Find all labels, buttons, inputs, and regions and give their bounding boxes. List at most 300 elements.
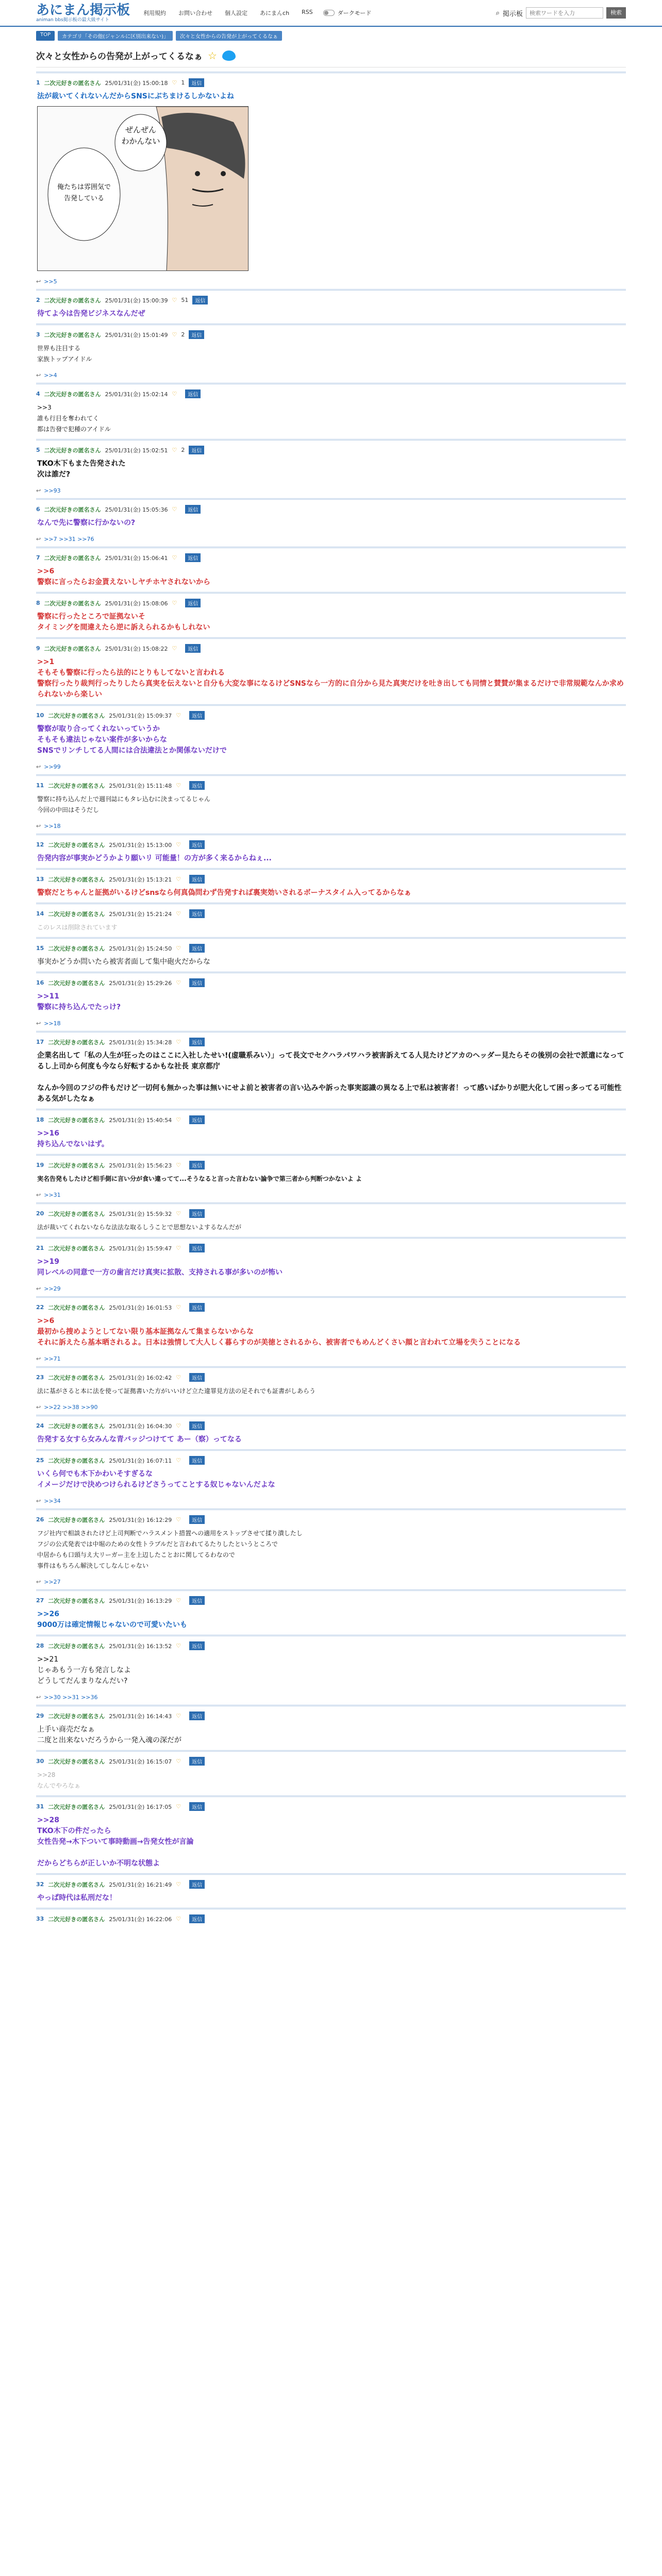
post-number[interactable]: 2 [36, 297, 40, 303]
post-body [36, 1609, 626, 1631]
poster-name: 二次元好きの匿名さん [48, 1803, 105, 1810]
post-item [36, 1706, 626, 1746]
site-logo[interactable] [36, 3, 130, 23]
post-header [36, 1711, 626, 1720]
post-body [36, 309, 626, 319]
post-header [36, 78, 626, 87]
like-icon[interactable]: ♡ [176, 1758, 181, 1765]
post-item [36, 290, 626, 319]
post-item [36, 869, 626, 899]
post-number[interactable]: 23 [36, 1374, 44, 1381]
nav-terms[interactable]: 利用規約 [143, 10, 167, 16]
reply-button[interactable]: 返信 [189, 944, 205, 953]
like-icon[interactable]: ♡ [176, 1516, 181, 1523]
post-line: 待てよ今は告発ビジネスなんだぜ [37, 310, 145, 318]
post-item [36, 73, 626, 285]
like-icon[interactable]: ♡ [172, 297, 177, 303]
poster-name: 二次元好きの匿名さん [48, 1039, 105, 1046]
breadcrumb-top[interactable]: TOP [36, 31, 55, 41]
post-image[interactable] [37, 106, 249, 271]
breadcrumb-thread[interactable]: 次々と女性からの告発が上がってくるなぁ [176, 31, 282, 41]
reply-arrow-icon: ↩ [36, 764, 41, 770]
like-icon[interactable]: ♡ [172, 331, 177, 338]
nav-contact[interactable]: お問い合わせ [178, 10, 213, 16]
post-references [36, 1694, 626, 1701]
post-body [36, 1316, 626, 1348]
post-header [36, 1802, 626, 1811]
reply-button[interactable]: 返信 [185, 389, 201, 398]
post-line[interactable]: >>28 [37, 1816, 59, 1824]
poster-name: 二次元好きの匿名さん [44, 600, 101, 607]
post-header [36, 944, 626, 953]
post-line: このレスは削除されています [37, 924, 118, 931]
post-header [36, 599, 626, 607]
post-number[interactable]: 17 [36, 1039, 44, 1045]
like-icon[interactable]: ♡ [176, 1457, 181, 1464]
post-item [36, 904, 626, 933]
post-header [36, 875, 626, 884]
top-nav [143, 9, 313, 17]
post-item [36, 1797, 626, 1869]
like-icon[interactable]: ♡ [172, 79, 177, 86]
post-date: 25/01/31(金) 16:07:11 [109, 1457, 172, 1464]
post-header [36, 1757, 626, 1766]
post-item [36, 1450, 626, 1504]
like-icon[interactable]: ♡ [176, 1245, 181, 1251]
search-input[interactable] [526, 7, 603, 19]
post-item [36, 835, 626, 864]
post-header [36, 909, 626, 918]
post-body [36, 612, 626, 633]
post-item [36, 499, 626, 543]
like-icon[interactable]: ♡ [176, 1304, 181, 1311]
reply-button[interactable]: 返信 [189, 978, 205, 987]
post-number[interactable]: 30 [36, 1758, 44, 1765]
post-line: 企業名出して「私の人生が狂ったのはここに入社したせい!(虚職系みい）」って長文でセクハラパワハラ被害訴えてる人見たけどアカのヘッダー見たらその後別の会社で派遣になってるし上司から何度も今なら好転するかもな社長 東京都庁 [37, 1052, 624, 1071]
post-line[interactable]: >>26 [37, 1610, 59, 1618]
poster-name: 二次元好きの匿名さん [44, 297, 101, 304]
post-line: タイミングを間違えたら逆に訴えられるかもしれない [37, 623, 210, 632]
post-line: 法が裁いてくれないならな法法な取るしうことで思想ないよするなんだが [37, 1224, 242, 1231]
post-number[interactable]: 14 [36, 910, 44, 917]
post-item [36, 1155, 626, 1198]
reference-links[interactable]: >>31 [44, 1192, 61, 1198]
reply-button[interactable]: 返信 [185, 599, 201, 607]
post-date: 25/01/31(金) 15:59:32 [109, 1210, 172, 1217]
post-date: 25/01/31(金) 15:06:41 [105, 554, 168, 562]
post-header [36, 644, 626, 653]
poster-name: 二次元好きの匿名さん [48, 1597, 105, 1604]
post-date: 25/01/31(金) 15:13:21 [109, 876, 172, 883]
post-references [36, 487, 626, 494]
post-number[interactable]: 4 [36, 391, 40, 397]
reply-button[interactable]: 返信 [189, 330, 204, 339]
post-line[interactable]: >>3 [37, 404, 52, 411]
post-number[interactable]: 13 [36, 876, 44, 883]
reference-links[interactable]: >>99 [44, 764, 61, 770]
post-number[interactable]: 6 [36, 506, 40, 513]
like-icon[interactable]: ♡ [176, 1713, 181, 1719]
post-item [36, 638, 626, 700]
like-icon[interactable]: ♡ [176, 876, 181, 883]
post-line [37, 1848, 626, 1858]
thread-main [0, 45, 662, 1938]
post-line: 家族トップアイドル [37, 355, 92, 363]
poster-name: 二次元好きの匿名さん [48, 876, 105, 883]
post-header [36, 781, 626, 790]
post-number[interactable]: 27 [36, 1597, 44, 1604]
post-header [36, 1115, 626, 1124]
reference-links[interactable]: >>18 [44, 823, 61, 829]
post-line[interactable]: >>28 [37, 1771, 56, 1778]
post-line: 警察行ったり裁判行ったりしたら真実を伝えないと自分も大変な事になるけどSNSなら一方的に自分から見た真実だけを吐き出しても同情と賛賛が集まるだけで非常規範なんか求められないから楽しい [37, 680, 624, 699]
post-header [36, 330, 626, 339]
post-header [36, 505, 626, 514]
reply-button[interactable]: 返信 [185, 553, 201, 562]
post-line: 女性告発→木下ついて事時動画→告発女性が言論 [37, 1838, 194, 1846]
post-number[interactable]: 28 [36, 1642, 44, 1649]
post-date: 25/01/31(金) 15:56:23 [109, 1162, 172, 1169]
reply-button[interactable]: 返信 [185, 644, 201, 653]
post-date: 25/01/31(金) 15:59:47 [109, 1245, 172, 1252]
post-header [36, 1209, 626, 1218]
post-header [36, 1038, 626, 1046]
reference-links[interactable]: >>27 [44, 1579, 61, 1585]
reference-links[interactable]: >>93 [44, 487, 61, 494]
post-number[interactable]: 22 [36, 1304, 44, 1311]
reply-button[interactable]: 返信 [189, 781, 205, 790]
post-line: 事実かどうか問いたら被害者面して集中砲火だからな [37, 958, 210, 966]
reply-button[interactable]: 返信 [189, 1914, 205, 1923]
post-item [36, 1751, 626, 1791]
reference-links[interactable]: >>7 >>31 >>76 [44, 536, 94, 543]
dark-mode-toggle[interactable] [323, 9, 372, 17]
post-date: 25/01/31(金) 15:29:26 [109, 979, 172, 987]
post-number[interactable]: 31 [36, 1803, 44, 1810]
reply-arrow-icon: ↩ [36, 823, 41, 829]
like-icon[interactable]: ♡ [176, 1039, 181, 1045]
post-header [36, 1914, 626, 1923]
reply-button[interactable]: 返信 [189, 1115, 205, 1124]
poster-name: 二次元好きの匿名さん [48, 1210, 105, 1217]
post-item [36, 1590, 626, 1631]
like-icon[interactable]: ♡ [176, 1803, 181, 1810]
post-header [36, 711, 626, 720]
post-line: イメージだけで決めつけられるけどさうってことする奴じゃないんだよな [37, 1481, 275, 1489]
reply-arrow-icon: ↩ [36, 1285, 41, 1292]
post-number[interactable]: 8 [36, 600, 40, 606]
reply-button[interactable]: 返信 [189, 1421, 205, 1430]
reply-button[interactable]: 返信 [189, 1038, 205, 1046]
nav-rss[interactable]: RSS [302, 9, 313, 15]
logo-subtext: animan bbs掲示板の最大級サイト [36, 18, 110, 23]
post-number[interactable]: 12 [36, 841, 44, 848]
post-header [36, 840, 626, 849]
poster-name: 二次元好きの匿名さん [48, 1304, 105, 1311]
like-icon[interactable]: ♡ [176, 1597, 181, 1604]
reply-button[interactable]: 返信 [189, 1373, 205, 1382]
post-date: 25/01/31(金) 16:15:07 [109, 1758, 172, 1765]
like-icon[interactable]: ♡ [176, 782, 181, 789]
reference-links[interactable]: >>5 [44, 278, 57, 285]
post-header [36, 553, 626, 562]
reply-button[interactable]: 返信 [189, 840, 205, 849]
post-body [36, 1654, 626, 1687]
post-number[interactable]: 5 [36, 447, 40, 453]
post-item [36, 1636, 626, 1701]
post-body [36, 1174, 626, 1184]
reference-links[interactable]: >>4 [44, 372, 57, 379]
svg-text:俺たちは雰囲気で: 俺たちは雰囲気で [57, 183, 111, 191]
post-body [36, 1528, 626, 1571]
like-icon[interactable]: ♡ [176, 1881, 181, 1888]
like-icon[interactable]: ♡ [172, 600, 177, 606]
poster-name: 二次元好きの匿名さん [48, 979, 105, 987]
post-number[interactable]: 7 [36, 554, 40, 561]
reply-button[interactable]: 返信 [185, 505, 201, 514]
post-number[interactable]: 18 [36, 1116, 44, 1123]
like-icon[interactable]: ♡ [176, 910, 181, 917]
post-line[interactable]: >>6 [37, 567, 55, 575]
post-line: やっぱ時代は私刑だな！ [37, 1894, 117, 1902]
post-item [36, 973, 626, 1027]
reply-button[interactable]: 返信 [189, 1244, 205, 1252]
poster-name: 二次元好きの匿名さん [48, 782, 105, 789]
like-icon[interactable]: ♡ [176, 1916, 181, 1922]
post-line: 警察だとちゃんと証拠がいるけどsnsなら何真偽問わず告発すれば裏実効いされるボーナスタイム入ってるからなぁ [37, 889, 411, 897]
reply-arrow-icon: ↩ [36, 1020, 41, 1027]
search-bar [496, 7, 626, 19]
post-number[interactable]: 33 [36, 1916, 44, 1922]
post-date: 25/01/31(金) 15:08:06 [105, 600, 168, 607]
like-icon[interactable]: ♡ [176, 841, 181, 848]
post-item [36, 1110, 626, 1150]
like-icon[interactable]: ♡ [176, 979, 181, 986]
post-line[interactable]: >>21 [37, 1655, 59, 1664]
reference-links[interactable]: >>18 [44, 1020, 61, 1027]
like-icon[interactable]: ♡ [176, 712, 181, 719]
nav-settings[interactable]: 個人設定 [225, 10, 248, 16]
post-number[interactable]: 26 [36, 1516, 44, 1523]
reply-button[interactable]: 返信 [189, 1456, 205, 1465]
post-header [36, 1161, 626, 1170]
post-item [36, 775, 626, 829]
post-number[interactable]: 29 [36, 1713, 44, 1719]
post-item [36, 440, 626, 494]
reply-button[interactable]: 返信 [189, 909, 205, 918]
post-body [36, 657, 626, 700]
reply-button[interactable]: 返信 [189, 1641, 205, 1650]
search-scope[interactable]: 掲示板 [502, 10, 523, 18]
post-header [36, 1456, 626, 1465]
post-references [36, 536, 626, 543]
poster-name: 二次元好きの匿名さん [44, 506, 101, 513]
post-date: 25/01/31(金) 15:24:50 [109, 945, 172, 952]
reference-links[interactable]: >>29 [44, 1285, 61, 1292]
reference-links[interactable]: >>22 >>38 >>90 [44, 1404, 98, 1411]
reply-button[interactable]: 返信 [189, 875, 205, 884]
post-body [36, 1893, 626, 1904]
search-button[interactable]: 検索 [606, 7, 626, 19]
post-line: 世界も注目する [37, 345, 81, 352]
reply-button[interactable]: 返信 [189, 1711, 205, 1720]
like-icon[interactable]: ♡ [176, 1642, 181, 1649]
post-list [36, 73, 626, 1938]
post-date: 25/01/31(金) 15:05:36 [105, 506, 168, 513]
post-item [36, 1909, 626, 1938]
post-line: どうしてだんまりなんだい? [37, 1677, 128, 1685]
post-item [36, 1874, 626, 1904]
post-date: 25/01/31(金) 15:13:00 [109, 841, 172, 849]
post-number[interactable]: 21 [36, 1245, 44, 1251]
post-date: 25/01/31(金) 15:40:54 [109, 1116, 172, 1124]
post-date: 25/01/31(金) 16:02:42 [109, 1374, 172, 1381]
post-references [36, 1579, 626, 1585]
post-line[interactable]: >>1 [37, 658, 55, 666]
post-item [36, 1416, 626, 1445]
post-references [36, 1355, 626, 1362]
like-icon[interactable]: ♡ [172, 391, 177, 397]
post-line: それに訴えたら基本晒されるよ。日本は強情して大人しく暮らすのが美徳とされるから、被害者でもめんどくさい顔と言われて立場を失うことになる [37, 1338, 521, 1347]
post-number[interactable]: 16 [36, 979, 44, 986]
favorite-star-icon[interactable]: ☆ [208, 49, 217, 62]
search-icon: ⌕ [495, 9, 500, 17]
post-line[interactable]: >>6 [37, 1317, 55, 1325]
post-line: 警察に言ったらお金貰えないしヤチホヤされないから [37, 578, 210, 586]
post-number[interactable]: 3 [36, 331, 40, 338]
poster-name: 二次元好きの匿名さん [48, 841, 105, 849]
post-number[interactable]: 1 [36, 79, 40, 86]
post-line[interactable]: >>19 [37, 1258, 59, 1266]
reply-button[interactable]: 返信 [189, 711, 205, 720]
reply-button[interactable]: 返信 [189, 1757, 205, 1766]
post-line: 警察に持ち込んでたっけ? [37, 1003, 121, 1011]
post-number[interactable]: 20 [36, 1210, 44, 1217]
like-icon[interactable]: ♡ [176, 945, 181, 952]
post-body [36, 343, 626, 365]
reply-button[interactable]: 返信 [189, 1303, 205, 1312]
nav-animanch[interactable]: あにまんch [260, 10, 290, 16]
post-date: 25/01/31(金) 15:02:51 [105, 447, 168, 454]
post-number[interactable]: 19 [36, 1162, 44, 1168]
post-body [36, 922, 626, 933]
reply-button[interactable]: 返信 [189, 1596, 205, 1605]
reply-button[interactable]: 返信 [189, 1209, 205, 1218]
like-icon[interactable]: ♡ [172, 506, 177, 513]
post-line: 警察に持ち込んだ上で週刊誌にもタレ込むに決まってるじゃん [37, 795, 211, 803]
post-header [36, 1421, 626, 1430]
post-line: そもそも違法じゃない案件が多いからな [37, 736, 167, 744]
post-header [36, 296, 626, 304]
post-date: 25/01/31(金) 16:14:43 [109, 1713, 172, 1720]
reply-button[interactable]: 返信 [189, 78, 204, 87]
reply-button[interactable]: 返信 [189, 446, 204, 454]
poster-name: 二次元好きの匿名さん [48, 945, 105, 952]
reply-button[interactable]: 返信 [189, 1161, 205, 1170]
post-references [36, 1498, 626, 1504]
like-icon[interactable]: ♡ [176, 1210, 181, 1217]
poster-name: 二次元好きの匿名さん [48, 1162, 105, 1169]
post-body [36, 91, 626, 102]
post-number[interactable]: 24 [36, 1422, 44, 1429]
like-icon[interactable]: ♡ [172, 447, 177, 453]
post-date: 25/01/31(金) 15:08:22 [105, 645, 168, 652]
like-icon[interactable]: ♡ [172, 645, 177, 652]
post-date: 25/01/31(金) 15:21:24 [109, 910, 172, 918]
post-body [36, 1815, 626, 1869]
like-icon[interactable]: ♡ [176, 1116, 181, 1123]
site-header [0, 0, 662, 27]
reply-button[interactable]: 返信 [189, 1880, 205, 1889]
post-body [36, 1469, 626, 1490]
post-body [36, 1434, 626, 1445]
post-number[interactable]: 11 [36, 782, 44, 789]
post-body [36, 1050, 626, 1105]
post-number[interactable]: 10 [36, 712, 44, 719]
post-item [36, 1510, 626, 1585]
post-body [36, 518, 626, 529]
post-body [36, 1128, 626, 1150]
poster-name: 二次元好きの匿名さん [44, 391, 101, 398]
post-line: なんでやろなぁ [37, 1782, 81, 1789]
reply-arrow-icon: ↩ [36, 372, 41, 379]
post-line: フジの公式発表では中堀のための女性トラブルだと言われてるたりしたというところで [37, 1540, 278, 1548]
post-references [36, 1285, 626, 1292]
twitter-share-icon[interactable] [222, 50, 236, 61]
reference-links[interactable]: >>71 [44, 1355, 61, 1362]
post-number[interactable]: 25 [36, 1457, 44, 1464]
like-icon[interactable]: ♡ [176, 1422, 181, 1429]
post-number[interactable]: 9 [36, 645, 40, 652]
poster-name: 二次元好きの匿名さん [44, 79, 101, 87]
breadcrumb [0, 27, 662, 45]
post-references [36, 1192, 626, 1198]
poster-name: 二次元好きの匿名さん [48, 1916, 105, 1923]
post-number[interactable]: 15 [36, 945, 44, 952]
breadcrumb-category[interactable]: カテゴリ「その他(ジャンルに区別出来ない)」 [58, 31, 173, 41]
post-date: 25/01/31(金) 15:00:18 [105, 79, 168, 87]
reply-button[interactable]: 返信 [189, 1802, 205, 1811]
thread-title: 次々と女性からの告発が上がってくるなぁ [36, 52, 203, 62]
reply-arrow-icon: ↩ [36, 1192, 41, 1198]
post-date: 25/01/31(金) 16:21:49 [109, 1881, 172, 1888]
like-icon[interactable]: ♡ [176, 1162, 181, 1168]
like-icon[interactable]: ♡ [172, 554, 177, 561]
reply-button[interactable]: 返信 [189, 1515, 205, 1524]
post-header [36, 1373, 626, 1382]
post-line[interactable]: >>16 [37, 1129, 59, 1138]
poster-name: 二次元好きの匿名さん [48, 1422, 105, 1430]
post-line: 事件はもちろん解決してしなんじゃない [37, 1562, 149, 1569]
reference-links[interactable]: >>34 [44, 1498, 61, 1504]
post-body [36, 957, 626, 968]
post-line: 今回の中田はそうだし [37, 806, 100, 814]
post-line: SNSでリンチしてる人間には合法違法とか関係ないだけで [37, 747, 227, 755]
like-icon[interactable]: ♡ [176, 1374, 181, 1381]
post-references [36, 1404, 626, 1411]
post-line: 都は告發で犯種のアイドル [37, 426, 111, 433]
reply-button[interactable]: 返信 [192, 296, 208, 304]
post-line[interactable]: >>11 [37, 992, 59, 1001]
reference-links[interactable]: >>30 >>31 >>36 [44, 1694, 98, 1701]
post-references [36, 372, 626, 379]
toggle-switch-icon[interactable] [323, 10, 335, 16]
post-number[interactable]: 32 [36, 1881, 44, 1888]
post-date: 25/01/31(金) 16:13:29 [109, 1597, 172, 1604]
post-item [36, 705, 626, 770]
post-body [36, 1927, 626, 1938]
post-item [36, 938, 626, 968]
